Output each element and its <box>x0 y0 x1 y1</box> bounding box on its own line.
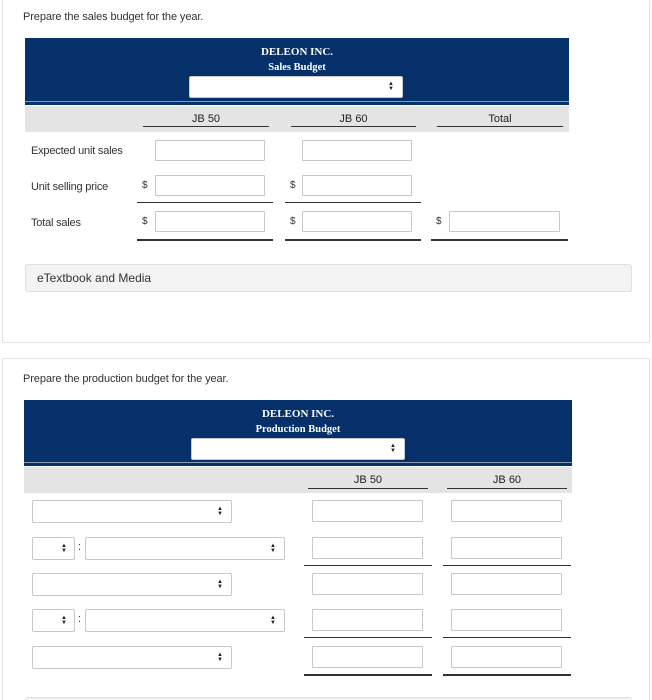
subtotal-underline <box>304 637 432 638</box>
production-budget-prompt: Prepare the production budget for the year. <box>23 373 229 385</box>
colon-separator: : <box>78 541 82 553</box>
jb60-production-input[interactable] <box>451 573 562 595</box>
col-header-jb50: JB 50 <box>353 474 383 486</box>
row-label-unit-selling-price: Unit selling price <box>31 181 109 193</box>
subtotal-underline <box>443 637 571 638</box>
jb50-production-input[interactable] <box>312 646 423 668</box>
jb50-expected-unit-sales-input[interactable] <box>155 140 265 161</box>
currency-symbol: $ <box>142 216 148 227</box>
header-underline <box>447 488 567 489</box>
jb60-production-input[interactable] <box>451 537 562 559</box>
operator-select[interactable] <box>32 537 75 560</box>
header-divider <box>25 101 569 102</box>
jb50-unit-selling-price-input[interactable] <box>155 175 265 196</box>
chevron-up-down-icon: ▲ ▼ <box>270 615 276 626</box>
colon-separator: : <box>78 613 82 625</box>
subtotal-underline <box>137 202 273 203</box>
total-double-underline <box>443 674 571 676</box>
jb50-production-input[interactable] <box>312 573 423 595</box>
chevron-up-down-icon: ▲ ▼ <box>388 81 394 92</box>
jb50-production-input[interactable] <box>312 609 423 631</box>
total-double-underline <box>431 239 568 241</box>
header-underline <box>308 488 428 489</box>
currency-symbol: $ <box>290 216 296 227</box>
jb60-total-sales-input[interactable] <box>302 211 412 232</box>
chevron-up-down-icon: ▲ ▼ <box>217 652 223 663</box>
header-divider <box>24 462 572 463</box>
jb60-unit-selling-price-input[interactable] <box>302 175 412 196</box>
production-line-item-select[interactable] <box>32 500 232 523</box>
sales-budget-card <box>2 0 650 343</box>
chevron-up-down-icon: ▲ ▼ <box>61 615 67 626</box>
sales-budget-header <box>25 38 569 105</box>
budget-title: Production Budget <box>255 424 341 435</box>
chevron-up-down-icon: ▲ ▼ <box>217 579 223 590</box>
total-double-underline <box>304 674 432 676</box>
jb60-production-input[interactable] <box>451 500 562 522</box>
subtotal-underline <box>304 565 432 566</box>
row-label-total-sales: Total sales <box>31 217 81 229</box>
total-total-sales-input[interactable] <box>449 211 560 232</box>
company-name: DELEON INC. <box>260 46 334 58</box>
subtotal-underline <box>443 565 571 566</box>
total-double-underline <box>137 239 273 241</box>
production-budget-card <box>2 358 650 700</box>
production-period-select[interactable] <box>191 438 405 460</box>
production-line-item-select[interactable] <box>85 609 285 632</box>
sales-budget-prompt: Prepare the sales budget for the year. <box>23 11 204 23</box>
subtotal-underline <box>285 202 421 203</box>
total-double-underline <box>285 239 421 241</box>
budget-title: Sales Budget <box>268 62 326 73</box>
jb50-total-sales-input[interactable] <box>155 211 265 232</box>
row-label-expected-unit-sales: Expected unit sales <box>31 145 123 157</box>
operator-select[interactable] <box>32 609 75 632</box>
currency-symbol: $ <box>436 216 442 227</box>
chevron-up-down-icon: ▲ ▼ <box>61 543 67 554</box>
production-budget-header <box>24 400 572 466</box>
col-header-jb60: JB 60 <box>339 113 368 125</box>
jb50-production-input[interactable] <box>312 537 423 559</box>
col-header-total: Total <box>488 113 512 125</box>
currency-symbol: $ <box>290 180 296 191</box>
production-line-item-select[interactable] <box>32 573 232 596</box>
etextbook-media-bar[interactable] <box>25 264 632 292</box>
jb50-production-input[interactable] <box>312 500 423 522</box>
jb60-production-input[interactable] <box>451 609 562 631</box>
etextbook-media-label: eTextbook and Media <box>37 271 152 285</box>
header-underline <box>437 126 563 127</box>
company-name: DELEON INC. <box>261 408 335 420</box>
production-line-item-select[interactable] <box>32 646 232 669</box>
chevron-up-down-icon: ▲ ▼ <box>270 543 276 554</box>
production-line-item-select[interactable] <box>85 537 285 560</box>
currency-symbol: $ <box>142 180 148 191</box>
header-underline <box>143 126 269 127</box>
col-header-jb60: JB 60 <box>492 474 522 486</box>
jb60-expected-unit-sales-input[interactable] <box>302 140 412 161</box>
col-header-jb50: JB 50 <box>191 113 221 125</box>
sales-period-select[interactable] <box>189 76 403 98</box>
jb60-production-input[interactable] <box>451 646 562 668</box>
chevron-up-down-icon: ▲ ▼ <box>217 506 223 517</box>
header-underline <box>291 126 416 127</box>
chevron-up-down-icon: ▲ ▼ <box>390 443 396 454</box>
